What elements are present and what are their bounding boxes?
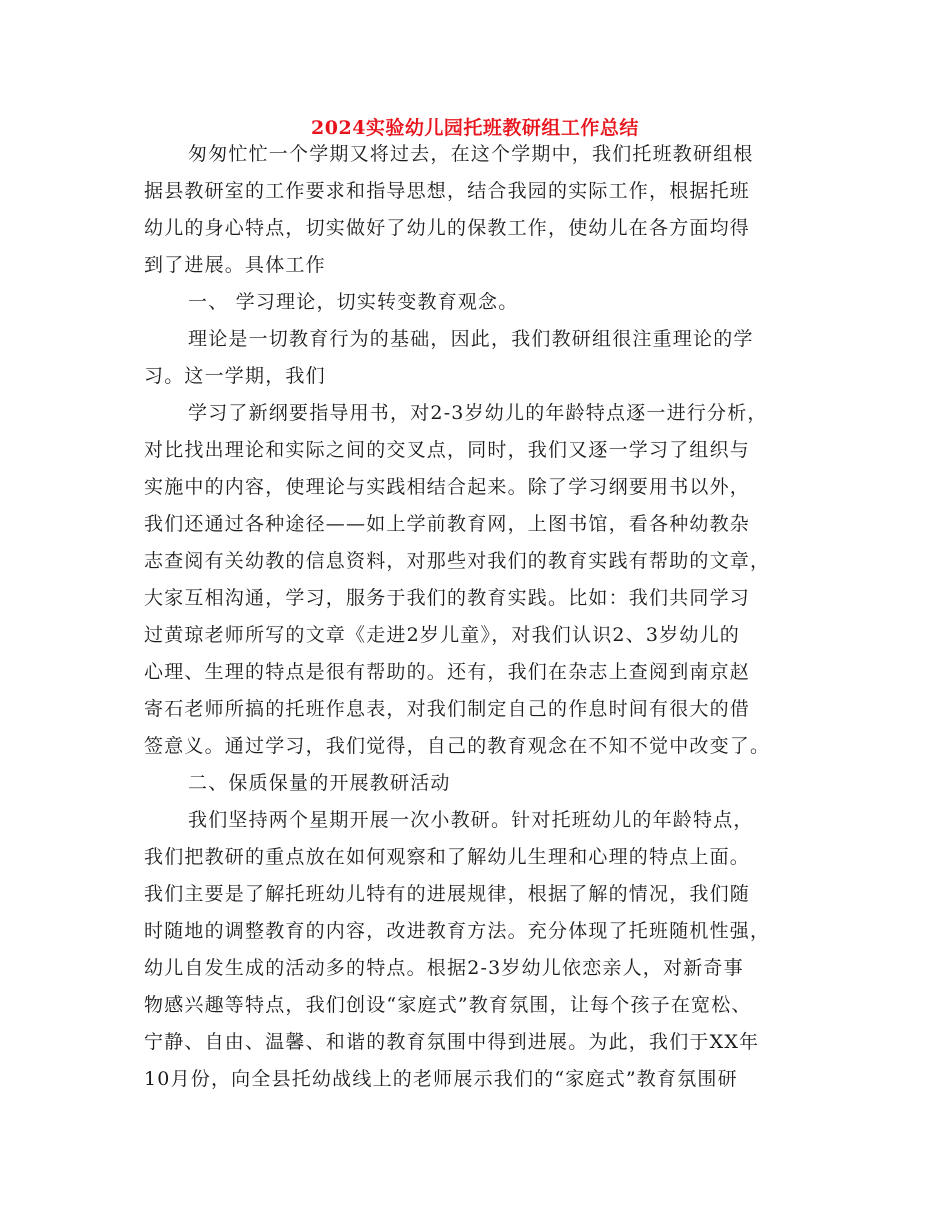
paragraph-line: 我们把教研的重点放在如何观察和了解幼儿生理和心理的特点上面。	[144, 846, 751, 868]
paragraph-line: 寄石老师所搞的托班作息表，对我们制定自己的作息时间有很大的借	[144, 698, 751, 720]
paragraph-line: 签意义。通过学习，我们觉得，自己的教育观念在不知不觉中改变了。	[144, 735, 771, 757]
paragraph-line: 幼儿的身心特点，切实做好了幼儿的保教工作，使幼儿在各方面均得	[144, 217, 751, 239]
paragraph-line: 据县教研室的工作要求和指导思想，结合我园的实际工作，根据托班	[144, 180, 751, 202]
paragraph-line: 实施中的内容，使理论与实践相结合起来。除了学习纲要用书以外，	[144, 476, 751, 498]
section-heading-2: 二、保质保量的开展教研活动	[188, 772, 451, 794]
paragraph-line: 学习了新纲要指导用书，对2-3岁幼儿的年龄特点逐一进行分析，	[188, 402, 768, 424]
paragraph-line: 对比找出理论和实际之间的交叉点，同时，我们又逐一学习了组织与	[144, 439, 751, 461]
paragraph-line: 到了进展。具体工作	[144, 254, 326, 276]
paragraph-line: 我们主要是了解托班幼儿特有的进展规律，根据了解的情况，我们随	[144, 883, 751, 905]
paragraph-line: 10月份，向全县托幼战线上的老师展示我们的“家庭式”教育氛围研	[144, 1068, 738, 1090]
paragraph-line: 宁静、自由、温馨、和谐的教育氛围中得到进展。为此，我们于XX年	[144, 1031, 760, 1053]
paragraph-line: 我们还通过各种途径——如上学前教育网，上图书馆，看各种幼教杂	[144, 513, 751, 535]
document-title: 2024实验幼儿园托班教研组工作总结	[311, 117, 639, 139]
paragraph-line: 时随地的调整教育的内容，改进教育方法。充分体现了托班随机性强，	[144, 920, 771, 942]
paragraph-line: 过黄琼老师所写的文章《走进2岁儿童》，对我们认识2、3岁幼儿的	[144, 624, 740, 646]
section-heading-1: 一、 学习理论，切实转变教育观念。	[188, 291, 519, 313]
paragraph-line: 幼儿自发生成的活动多的特点。根据2-3岁幼儿依恋亲人，对新奇事	[144, 957, 744, 979]
paragraph-line: 理论是一切教育行为的基础，因此，我们教研组很注重理论的学	[188, 328, 754, 350]
paragraph-line: 匆匆忙忙一个学期又将过去，在这个学期中，我们托班教研组根	[188, 143, 754, 165]
paragraph-line: 大家互相沟通，学习，服务于我们的教育实践。比如：我们共同学习	[144, 587, 751, 609]
paragraph-line: 心理、生理的特点是很有帮助的。还有，我们在杂志上查阅到南京赵	[144, 661, 751, 683]
paragraph-line: 习。这一学期，我们	[144, 365, 326, 387]
paragraph-line: 志查阅有关幼教的信息资料，对那些对我们的教育实践有帮助的文章，	[144, 550, 771, 572]
paragraph-line: 物感兴趣等特点，我们创设“家庭式”教育氛围，让每个孩子在宽松、	[144, 994, 752, 1016]
paragraph-line: 我们坚持两个星期开展一次小教研。针对托班幼儿的年龄特点，	[188, 809, 754, 831]
